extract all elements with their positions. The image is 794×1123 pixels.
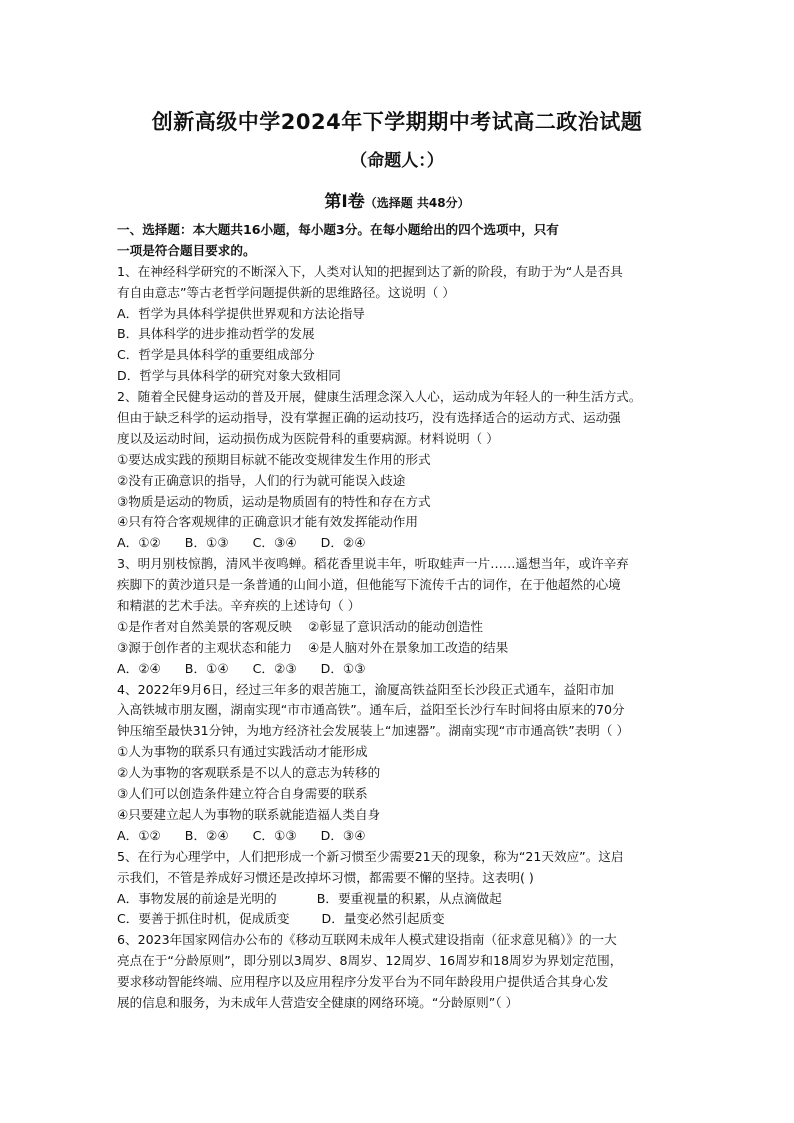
q1-stem: 1、在神经科学研究的不断深入下，人类对认知的把握到达了新的阶段，有助于为“人是否具	[117, 263, 623, 279]
q4-statement-4: ④只要建立起人为事物的联系就能造福人类自身	[117, 806, 381, 822]
q3-statements-1-2: ①是作者对自然美景的客观反映 ②彰显了意识活动的能动创造性	[117, 618, 484, 634]
volume-label: 第Ⅰ卷	[324, 192, 365, 212]
q3-stem: 3、明月别枝惊鹊，清风半夜鸣蝉。稻花香里说丰年，听取蛙声一片……遥想当年，或许辛弃	[117, 556, 629, 572]
q4-statement-1: ①人为事物的联系只有通过实践活动才能形成	[117, 744, 368, 760]
q1-option-a: A．哲学为具体科学提供世界观和方法论指导	[117, 305, 365, 321]
q4-stem: 入高铁城市朋友圈，湖南实现“市市通高铁”。通车后，益阳至长沙行车时间将由原来的70分	[117, 702, 625, 718]
q3-statements-3-4: ③源于创作者的主观状态和能力 ④是人脑对外在景象加工改造的结果	[117, 639, 509, 655]
q2-statement-1: ①要达成实践的预期目标就不能改变规律发生作用的形式	[117, 451, 431, 467]
q2-stem: 度以及运动时间，运动损伤成为医院骨科的重要病源。材料说明（ ）	[117, 430, 499, 446]
q4-stem: 4、2022年9月6日，经过三年多的艰苦施工，渝厦高铁益阳至长沙段正式通车，益阳市加	[117, 681, 614, 697]
q6-stem: 要求移动智能终端、应用程序以及应用程序分发平台为不同年龄段用户提供适合其身心发	[117, 974, 609, 990]
q6-stem: 亮点在于“分龄原则”，即分别以3周岁、8周岁、12周岁、16周岁和18周岁为界划定范围，	[117, 953, 623, 969]
q3-stem: 疾脚下的黄沙道只是一条普通的山间小道，但他能写下流传千古的词作，在于他超然的心境	[117, 577, 621, 593]
q4-statement-2: ②人为事物的客观联系是不以人的意志为转移的	[117, 765, 381, 781]
volume-heading	[0, 187, 794, 212]
q2-stem: 2、随着全民健身运动的普及开展，健康生活理念深入人心，运动成为年轻人的一种生活方式。	[117, 389, 642, 405]
q4-statement-3: ③人们可以创造条件建立符合自身需要的联系	[117, 786, 368, 802]
q1-option-c: C．哲学是具体科学的重要组成部分	[117, 347, 315, 363]
q2-answers: A．①② B．①③ C．③④ D．②④	[117, 535, 366, 551]
question-content	[117, 220, 683, 1014]
q5-options-c-d: C．要善于抓住时机，促成质变 D．量变必然引起质变	[117, 911, 445, 927]
q2-statement-4: ④只有符合客观规律的正确意识才能有效发挥能动作用	[117, 514, 418, 530]
q2-statement-2: ②没有正确意识的指导，人们的行为就可能误入歧途	[117, 472, 406, 488]
q4-stem: 钟压缩至最快31分钟，为地方经济社会发展装上“加速器”。湖南实现“市市通高铁”表明（ ）	[117, 723, 630, 739]
exam-author-line: （命题人：）	[350, 151, 444, 171]
q1-stem: 有自由意志”等古老哲学问题提供新的思维路径。这说明（ ）	[117, 284, 455, 300]
q1-option-d: D．哲学与具体科学的研究对象大致相同	[117, 368, 341, 384]
volume-note: （选择题 共48分）	[364, 196, 470, 210]
q3-answers: A．②④ B．①④ C．②③ D．①③	[117, 660, 366, 676]
section-instruction: 一、选择题：本大题共16小题，每小题3分。在每小题给出的四个选项中，只有	[117, 222, 559, 237]
q2-stem: 但由于缺乏科学的运动指导，没有掌握正确的运动技巧，没有选择适合的运动方式、运动强	[117, 410, 621, 426]
exam-title: 创新高级中学2024年下学期期中考试高二政治试题	[151, 110, 643, 134]
q2-statement-3: ③物质是运动的物质，运动是物质固有的特性和存在方式	[117, 493, 431, 509]
q6-stem: 6、2023年国家网信办公布的《移动互联网未成年人模式建设指南（征求意见稿）》的一大	[117, 932, 617, 948]
q5-stem: 5、在行为心理学中，人们把形成一个新习惯至少需要21天的现象，称为“21天效应”。这启	[117, 848, 624, 864]
q5-stem: 示我们，不管是养成好习惯还是改掉坏习惯，都需要不懈的坚持。这表明( )	[117, 869, 534, 885]
q4-answers: A．①② B．②④ C．①③ D．③④	[117, 827, 366, 843]
q3-stem: 和精湛的艺术手法。辛弃疾的上述诗句（ ）	[117, 598, 361, 614]
q1-option-b: B．具体科学的进步推动哲学的发展	[117, 326, 315, 342]
section-instruction: 一项是符合题目要求的。	[117, 242, 256, 258]
q5-options-a-b: A．事物发展的前途是光明的 B．要重视量的积累，从点滴做起	[117, 890, 502, 906]
q6-stem: 展的信息和服务，为未成年人营造安全健康的网络环境。“分龄原则”（ ）	[117, 994, 519, 1010]
